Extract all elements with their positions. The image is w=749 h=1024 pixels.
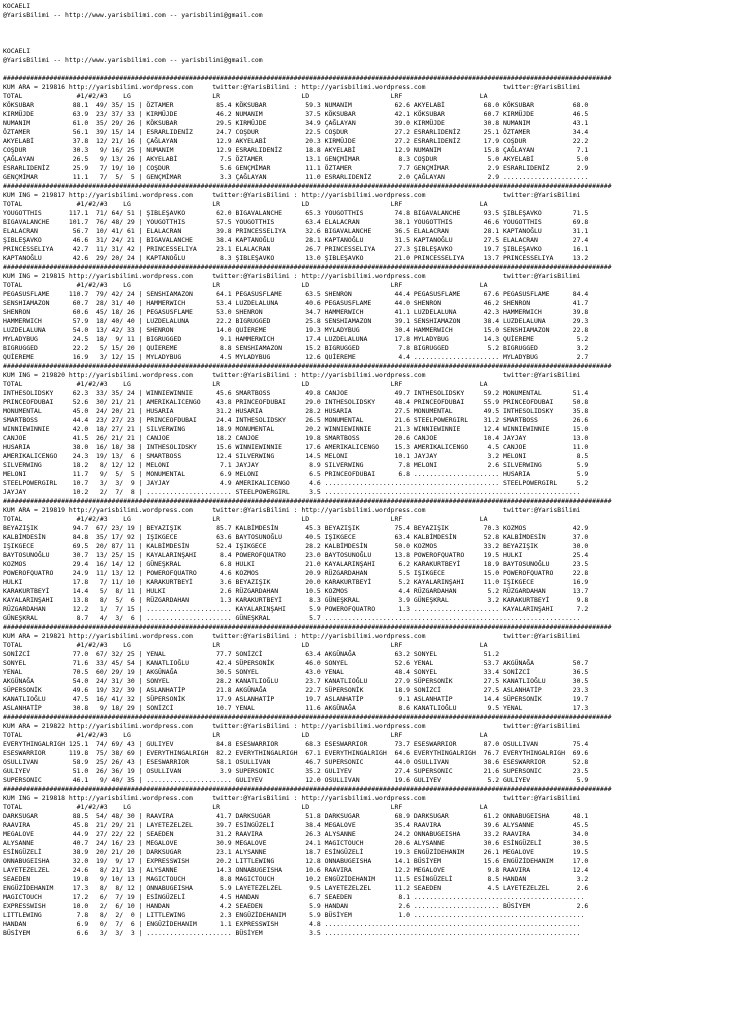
horse-row: BÜSİYEM 6.6 3/ 3/ 3 | ...................... BÜSİYEM 3.5 .................................................................. xyxy=(3,929,581,937)
horse-row: WINNIEWINNIE 42.0 18/ 27/ 21 | SILVERWING 18.9 MONUMENTAL 20.2 WINNIEWINNIE 21.3 WINNIEWINNIE 12.4 WINNIEWINNIE 15.0 xyxy=(3,425,589,433)
blank-line xyxy=(3,29,746,38)
horse-row: STEELPOWERGIRL 10.7 3/ 3/ 9 | JAYJAY 4.9 AMERIKALICENGO 4.6 ............................................. STEELPOWERGIRL 5.2 xyxy=(3,479,589,487)
horse-row: BIGRUGGED 22.2 5/ 15/ 20 | QUİEREME 8.8 SENSHIAMAZON 15.2 BIGRUGGED 7.8 BIGRUGGED 5.2 BIGRUGGED 3.2 xyxy=(3,344,589,352)
horse-row: DARKSUGAR 88.5 54/ 48/ 30 | RAAVIRA 41.7 DARKSUGAR 51.8 DARKSUGAR 68.9 DARKSUGAR 61.2 ONNABUGEISHA 48.1 xyxy=(3,812,589,820)
horse-row: AMERIKALICENGO 24.3 19/ 13/ 6 | SMARTBOSS 12.4 SILVERWING 14.5 MELONI 10.1 JAYJAY 3.2 MELONI 8.5 xyxy=(3,452,589,460)
column-header-line: TOTAL #1/#2/#3 LG LR LD LRF LA xyxy=(3,380,488,388)
horse-row: COŞDUR 30.3 9/ 16/ 25 | NUMANIM 12.9 ESRARLIDENİZ 18.8 AKYELABİ 12.9 NUMANIM 15.8 ÇAĞLAYAN 7.1 xyxy=(3,146,589,154)
horse-row: INTHESOLIDSKY 62.3 33/ 35/ 24 | WINNIEWINNIE 45.6 SMARTBOSS 49.8 CANJOE 49.7 INTHESOLIDSKY 59.2 MONUMENTAL 51.4 xyxy=(3,389,589,397)
horse-row: ESESWARRIOR 119.8 75/ 38/ 69 | EVERYTHINGALRIGH 82.2 EVERYTHINGALRIGH 67.1 EVERYTHINGALRIGH 64.6 EVERYTHINGALRIGH 76.7 EVERYTHINGALRIGH 69.6 xyxy=(3,749,589,757)
horse-row: IŞIKGECE 69.5 20/ 87/ 11 | KALBİMDESİN 52.4 IŞIKGECE 28.2 KALBİMDESİN 50.0 KOZMOS 33.2 BEYAZIŞIK 30.0 xyxy=(3,542,589,550)
column-header-line: TOTAL #1/#2/#3 LG LR LD LRF LA xyxy=(3,92,488,100)
page-heading-line: @YarisBilimi -- http://www.yarisbilimi.com -- yarisbilimi@gmail.com xyxy=(3,11,263,19)
race-header-line: KUM ARA = 219822 http://yarisbilimi.wordpress.com twitter:@YarisBilimi : http://yarisbilimi.wordpress.com twitter:@YarisBilimi xyxy=(3,722,581,730)
column-header-line: TOTAL #1/#2/#3 LG LR LD LRF LA xyxy=(3,281,488,289)
horse-row: PEGASUSFLAME 110.7 79/ 42/ 24 | SENSHIAMAZON 64.1 PEGASUSFLAME 63.5 SHENRON 44.4 PEGASUSFLAME 67.6 PEGASUSFLAME 84.4 xyxy=(3,290,589,298)
horse-row: CANJOE 41.5 26/ 21/ 21 | CANJOE 18.2 CANJOE 19.8 SMARTBOSS 20.6 CANJOE 10.4 JAYJAY 13.0 xyxy=(3,434,589,442)
horse-row: QUİEREME 16.9 3/ 12/ 15 | MYLADYBUG 4.5 MYLADYBUG 12.6 QUİEREME 4.4 ...................... MYLADYBUG 2.7 xyxy=(3,353,589,361)
horse-row: SEAEDEN 19.8 9/ 10/ 13 | MAGICTOUCH 8.8 MAGICTOUCH 10.2 ENGÜZİDEHANIM 11.5 ESİNGÜZELİ 8.5 HANDAN 3.2 xyxy=(3,875,589,883)
horse-row: SONİZCİ 77.0 67/ 32/ 25 | YENAL 77.7 SONİZCİ 63.4 AKGÜNAĞA 63.2 SONYEL 51.2 xyxy=(3,650,500,658)
horse-row: MAGICTOUCH 17.2 6/ 7/ 19 | ESİNGÜZELİ 4.5 HANDAN 6.7 SEAEDEN 8.1 ............................................ xyxy=(3,893,585,901)
horse-row: HAMMERWICH 57.9 18/ 40/ 40 | LUZDELALUNA 22.2 BIGRUGGED 25.8 SENSHIAMAZON 39.1 SENSHIAMAZON 38.4 LUZDELALUNA 29.3 xyxy=(3,317,589,325)
horse-row: PRINCEOFDUBAI 52.6 30/ 21/ 21 | AMERIKALICENGO 43.8 PRINCEOFDUBAI 29.0 INTHESOLIDSKY 48.4 PRINCEOFDUBAI 55.9 PRINCEOFDUBAI 50.8 xyxy=(3,398,589,406)
horse-row: HANDAN 6.9 0/ 7/ 6 | ENGÜZİDEHANIM 1.1 EXPRESSWISH 4.8 .................................................................. xyxy=(3,920,581,928)
horse-row: LAYETEZELZEL 24.6 8/ 21/ 13 | ALYSANNE 14.3 ONNABUGEISHA 10.6 RAAVIRA 12.2 MEGALOVE 9.8 RAAVIRA 12.4 xyxy=(3,866,589,874)
section-separator: ############################################################################################################################################################# xyxy=(3,263,612,271)
horse-row: KARAKURTBEYİ 14.4 5/ 8/ 11 | HULKI 2.6 RÜZGARDAHAN 10.5 KOZMOS 4.4 RÜZGARDAHAN 5.2 RÜZGARDAHAN 13.7 xyxy=(3,587,589,595)
horse-row: KALBİMDESİN 84.8 35/ 17/ 92 | IŞIKGECE 63.6 BAYTOSUNOĞLU 40.5 IŞIKGECE 63.4 KALBİMDESİN 52.8 KALBİMDESİN 37.0 xyxy=(3,533,589,541)
horse-row: SUPERSONIC 46.1 9/ 40/ 35 | ...................... GULIYEV 12.0 OSULLIVAN 19.6 GULIYEV 5.2 GULIYEV 5.9 xyxy=(3,776,589,784)
horse-row: ŞIBLEŞAVKO 46.6 31/ 24/ 21 | BIGAVALANCHE 38.4 KAPTANOĞLU 28.1 KAPTANOĞLU 31.5 KAPTANOĞLU 27.5 ELALACRAN 27.4 xyxy=(3,236,589,244)
horse-row: LUZDELALUNA 54.0 13/ 42/ 33 | SHENRON 14.0 QUİEREME 19.3 MYLADYBUG 30.4 HAMMERWICH 15.0 SENSHIAMAZON 22.8 xyxy=(3,326,589,334)
horse-row: ASLANHATİP 30.8 9/ 18/ 29 | SONİZCİ 10.7 YENAL 11.6 AKGÜNAĞA 8.6 KANATLIOĞLU 9.5 YENAL 17.3 xyxy=(3,704,589,712)
horse-row: JAYJAY 10.2 2/ 7/ 8 | ...................... STEELPOWERGIRL 3.5 .................................................................. xyxy=(3,488,581,496)
race-header-line: KUM ARA = 219821 http://yarisbilimi.wordpress.com twitter:@YarisBilimi : http://yarisbilimi.wordpress.com twitter:@YarisBilimi xyxy=(3,632,581,640)
horse-row: AKYELABİ 37.8 12/ 21/ 16 | ÇAĞLAYAN 12.9 AKYELABİ 20.3 KIRMÜJDE 27.2 ESRARLIDENİZ 17.9 COŞDUR 22.2 xyxy=(3,137,589,145)
section-separator: ############################################################################################################################################################# xyxy=(3,362,612,370)
section-separator: ############################################################################################################################################################# xyxy=(3,74,612,82)
section-separator: ############################################################################################################################################################# xyxy=(3,182,612,190)
section-separator: ############################################################################################################################################################# xyxy=(3,623,612,631)
column-header-line: TOTAL #1/#2/#3 LG LR LD LRF LA xyxy=(3,731,488,739)
section-separator: ############################################################################################################################################################# xyxy=(3,497,612,505)
column-header-line: TOTAL #1/#2/#3 LG LR LD LRF LA xyxy=(3,200,488,208)
race-header-line: KUM ING = 219817 http://yarisbilimi.wordpress.com twitter:@YarisBilimi : http://yarisbilimi.wordpress.com twitter:@YarisBilimi xyxy=(3,191,581,199)
column-header-line: TOTAL #1/#2/#3 LG LR LD LRF LA xyxy=(3,515,488,523)
horse-row: KAYALARINŞAHI 13.8 8/ 5/ 6 | RÜZGARDAHAN 1.3 KARAKURTBEYİ 8.3 GÜNEŞKRAL 3.9 GÜNEŞKRAL 3.2 KARAKURTBEYİ 9.8 xyxy=(3,596,589,604)
horse-row: SENSHIAMAZON 60.7 28/ 31/ 40 | HAMMERWICH 53.4 LUZDELALUNA 40.6 PEGASUSFLAME 44.0 SHENRON 46.2 SHENRON 41.7 xyxy=(3,299,589,307)
horse-row: MELONI 11.7 9/ 5/ 5 | MONUMENTAL 6.9 MELONI 6.5 PRINCEOFDUBAI 6.8 ...................... HUSARIA 5.9 xyxy=(3,470,589,478)
horse-row: SILVERWING 18.2 8/ 12/ 12 | MELONI 7.1 JAYJAY 8.9 SILVERWING 7.8 MELONI 2.6 SILVERWING 5.9 xyxy=(3,461,589,469)
horse-row: MYLADYBUG 24.5 18/ 9/ 11 | BIGRUGGED 9.1 HAMMERWICH 17.4 LUZDELALUNA 17.8 MYLADYBUG 14.3 QUİEREME 5.2 xyxy=(3,335,589,343)
horse-row: RÜZGARDAHAN 12.2 1/ 7/ 15 | ...................... KAYALARINŞAHI 5.9 POWEROFQUATRO 1.3 ...................... KAYALARINŞAHI 7.2 xyxy=(3,605,589,613)
horse-row: GENÇMİMAR 11.1 7/ 5/ 5 | GENÇMİMAR 3.3 ÇAĞLAYAN 11.0 ESRARLIDENİZ 2.0 ÇAĞLAYAN 2.9 ...................... xyxy=(3,173,589,181)
column-header-line: TOTAL #1/#2/#3 LG LR LD LRF LA xyxy=(3,641,488,649)
horse-row: SMARTBOSS 44.4 23/ 27/ 23 | PRINCEOFDUBAI 24.4 INTHESOLIDSKY 26.5 MONUMENTAL 21.6 STEELPOWERGIRL 31.2 SMARTBOSS 26.6 xyxy=(3,416,589,424)
horse-row: KIRMÜJDE 63.9 23/ 37/ 33 | KIRMÜJDE 46.2 NUMANIM 37.5 KÖKSUBAR 42.1 KÖKSUBAR 60.7 KIRMÜJDE 46.5 xyxy=(3,110,589,118)
race-header-line: KUM ARA = 219819 http://yarisbilimi.wordpress.com twitter:@YarisBilimi : http://yarisbilimi.wordpress.com twitter:@YarisBilimi xyxy=(3,506,581,514)
horse-row: PRINCESSELIYA 42.7 11/ 31/ 42 | PRINCESSELIYA 23.1 ELALACRAN 26.7 PRINCESSELIYA 27.3 ŞIBLEŞAVKO 19.7 ŞIBLEŞAVKO 16.1 xyxy=(3,245,589,253)
horse-row: EVERYTHINGALRIGH 125.1 74/ 69/ 43 | GULIYEV 84.8 ESESWARRIOR 68.3 ESESWARRIOR 73.7 ESESWARRIOR 87.0 OSULLIVAN 75.4 xyxy=(3,740,589,748)
horse-row: ENGÜZİDEHANIM 17.3 8/ 8/ 12 | ONNABUGEISHA 5.9 LAYETEZELZEL 9.5 LAYETEZELZEL 11.2 SEAEDEN 4.5 LAYETEZELZEL 2.6 xyxy=(3,884,589,892)
section-separator: ############################################################################################################################################################# xyxy=(3,785,612,793)
horse-row: OSULLIVAN 58.9 25/ 26/ 43 | ESESWARRIOR 58.1 OSULLIVAN 46.7 SUPERSONIC 44.0 OSULLIVAN 38.6 ESESWARRIOR 52.8 xyxy=(3,758,589,766)
blank-line xyxy=(3,20,746,29)
horse-row: SHENRON 60.6 45/ 18/ 26 | PEGASUSFLAME 53.0 SHENRON 34.7 HAMMERWICH 41.1 LUZDELALUNA 42.3 HAMMERWICH 39.8 xyxy=(3,308,589,316)
race-header-line: KUM ARA = 219816 http://yarisbilimi.wordpress.com twitter:@YarisBilimi : http://yarisbilimi.wordpress.com twitter:@YarisBilimi xyxy=(3,83,581,91)
horse-row: HUSARIA 38.0 16/ 18/ 38 | INTHESOLIDSKY 15.6 WINNIEWINNIE 17.6 AMERIKALICENGO 15.3 AMERIKALICENGO 4.5 CANJOE 11.0 xyxy=(3,443,589,451)
horse-row: POWEROFQUATRO 24.9 11/ 13/ 12 | POWEROFQUATRO 4.6 KOZMOS 20.9 RÜZGARDAHAN 5.5 IŞIKGECE 15.0 POWEROFQUATRO 22.8 xyxy=(3,569,589,577)
page-heading-line: KOCAELI xyxy=(3,2,31,10)
horse-row: RAAVIRA 45.8 21/ 29/ 21 | LAYETEZELZEL 39.7 ESİNGÜZELİ 38.4 MEGALOVE 35.4 RAAVIRA 39.6 ALYSANNE 45.5 xyxy=(3,821,589,829)
horse-row: YOUGOTTHIS 117.1 71/ 64/ 51 | ŞIBLEŞAVKO 62.0 BIGAVALANCHE 65.3 YOUGOTTHIS 74.8 BIGAVALANCHE 93.5 ŞIBLEŞAVKO 71.5 xyxy=(3,209,589,217)
horse-row: GULIYEV 51.0 26/ 36/ 19 | OSULLIVAN 3.9 SUPERSONIC 35.2 GULIYEV 27.4 SUPERSONIC 21.6 SUPERSONIC 23.5 xyxy=(3,767,589,775)
blank-line xyxy=(3,65,746,74)
horse-row: SÜPERSONİK 49.6 19/ 32/ 39 | ASLANHATİP 21.8 AKGÜNAĞA 22.7 SÜPERSONİK 18.9 SONİZCİ 27.5 ASLANHATİP 23.3 xyxy=(3,686,589,694)
race-header-line: KUM ING = 219820 http://yarisbilimi.wordpress.com twitter:@YarisBilimi : http://yarisbilimi.wordpress.com twitter:@YarisBilimi xyxy=(3,371,581,379)
horse-row: YENAL 70.5 60/ 29/ 19 | AKGÜNAĞA 30.5 SONYEL 43.0 YENAL 48.4 SONYEL 33.4 SONİZCİ 36.5 xyxy=(3,668,589,676)
horse-row: ALYSANNE 40.7 24/ 16/ 23 | MEGALOVE 30.9 MEGALOVE 24.1 MAGICTOUCH 20.6 ALYSANNE 30.6 ESİNGÜZELİ 30.5 xyxy=(3,839,589,847)
blank-line xyxy=(3,38,746,47)
horse-row: GÜNEŞKRAL 8.7 4/ 3/ 6 | ...................... GÜNEŞKRAL 5.7 .................................................................. xyxy=(3,614,581,622)
column-header-line: TOTAL #1/#2/#3 LG LR LD LRF LA xyxy=(3,803,488,811)
horse-row: BEYAZIŞIK 94.7 67/ 23/ 19 | BEYAZIŞIK 85.7 KALBİMDESİN 45.3 BEYAZIŞIK 75.4 BEYAZIŞIK 70.3 KOZMOS 42.9 xyxy=(3,524,589,532)
horse-row: AKGÜNAĞA 54.0 24/ 31/ 30 | SONYEL 28.2 KANATLIOĞLU 23.7 KANATLIOĞLU 27.9 SÜPERSONİK 27.5 KANATLIOĞLU 30.5 xyxy=(3,677,589,685)
horse-row: KÖKSUBAR 88.1 49/ 35/ 15 | ÖZTAMER 85.4 KÖKSUBAR 59.3 NUMANIM 62.6 AKYELABİ 68.0 KÖKSUBAR 68.0 xyxy=(3,101,589,109)
horse-row: ESİNGÜZELİ 38.9 20/ 21/ 20 | DARKSUGAR 23.1 ALYSANNE 18.7 ESİNGÜZELİ 19.3 ENGÜZİDEHANIM 26.1 MEGALOVE 19.5 xyxy=(3,848,589,856)
race-header-line: KUM ING = 219818 http://yarisbilimi.wordpress.com twitter:@YarisBilimi : http://yarisbilimi.wordpress.com twitter:@YarisBilimi xyxy=(3,794,581,802)
horse-row: ELALACRAN 56.7 10/ 41/ 61 | ELALACRAN 39.8 PRINCESSELIYA 32.6 BIGAVALANCHE 36.5 ELALACRAN 28.1 KAPTANOĞLU 31.1 xyxy=(3,227,589,235)
horse-row: NUMANIM 61.0 35/ 29/ 26 | KÖKSUBAR 29.5 KIRMÜJDE 34.9 ÇAĞLAYAN 39.0 KIRMÜJDE 30.8 NUMANIM 43.1 xyxy=(3,119,589,127)
horse-row: MONUMENTAL 45.0 24/ 20/ 21 | HUSARIA 31.2 HUSARIA 28.2 HUSARIA 27.5 MONUMENTAL 49.5 INTHESOLIDSKY 35.8 xyxy=(3,407,589,415)
page-heading-line: @YarisBilimi -- http://www.yarisbilimi.com -- yarisbilimi@gmail.com xyxy=(3,56,263,64)
page-heading-line: KOCAELI xyxy=(3,47,31,55)
horse-row: BAYTOSUNOĞLU 30.7 13/ 25/ 15 | KAYALARINŞAHI 8.4 POWEROFQUATRO 23.0 BAYTOSUNOĞLU 13.8 POWEROFQUATRO 19.5 HULKI 25.4 xyxy=(3,551,589,559)
horse-row: ESRARLIDENİZ 25.9 7/ 19/ 10 | COŞDUR 5.6 GENÇMİMAR 11.1 ÖZTAMER 7.7 GENÇMİMAR 2.9 ESRARLIDENİZ 2.9 xyxy=(3,164,589,172)
horse-row: LITTLEWING 7.8 8/ 2/ 0 | LITTLEWING 2.3 ENGÜZİDEHANIM 5.9 BÜSİYEM 1.0 ............................................ xyxy=(3,911,585,919)
horse-row: ÖZTAMER 56.1 39/ 15/ 14 | ESRARLIDENİZ 24.7 COŞDUR 22.5 COŞDUR 27.2 ESRARLIDENİZ 25.1 ÖZTAMER 34.4 xyxy=(3,128,589,136)
horse-row: KANATLIOĞLU 47.5 16/ 41/ 32 | SÜPERSONİK 17.9 ASLANHATİP 19.7 ASLANHATİP 9.1 ASLANHATİP 14.4 SÜPERSONİK 19.7 xyxy=(3,695,589,703)
horse-row: MEGALOVE 44.9 27/ 22/ 22 | SEAEDEN 31.2 RAAVIRA 26.3 ALYSANNE 24.2 ONNABUGEISHA 33.2 RAAVIRA 34.0 xyxy=(3,830,589,838)
horse-row: KAPTANOĞLU 42.6 29/ 20/ 24 | KAPTANOĞLU 8.3 ŞIBLEŞAVKO 13.0 ŞIBLEŞAVKO 21.0 PRINCESSELIYA 13.7 PRINCESSELIYA 13.2 xyxy=(3,254,589,262)
horse-row: ONNABUGEISHA 32.0 19/ 9/ 17 | EXPRESSWISH 20.2 LITTLEWING 12.8 ONNABUGEISHA 14.1 BÜSİYEM 15.6 ENGÜZİDEHANIM 17.0 xyxy=(3,857,589,865)
horse-row: SONYEL 71.6 33/ 45/ 54 | KANATLIOĞLU 42.4 SÜPERSONİK 46.0 SONYEL 52.6 YENAL 53.7 AKGÜNAĞA 50.7 xyxy=(3,659,589,667)
horse-row: KOZMOS 29.4 16/ 14/ 12 | GÜNEŞKRAL 6.8 HULKI 21.0 KAYALARINŞAHI 6.2 KARAKURTBEYİ 18.9 BAYTOSUNOĞLU 23.5 xyxy=(3,560,589,568)
race-header-line: KUM ING = 219815 http://yarisbilimi.wordpress.com twitter:@YarisBilimi : http://yarisbilimi.wordpress.com twitter:@YarisBilimi xyxy=(3,272,581,280)
horse-row: HULKI 17.8 7/ 11/ 10 | KARAKURTBEYİ 3.6 BEYAZIŞIK 20.0 KARAKURTBEYİ 5.2 KAYALARINŞAHI 11.0 IŞIKGECE 16.9 xyxy=(3,578,589,586)
horse-row: BIGAVALANCHE 101.7 76/ 48/ 29 | YOUGOTTHIS 57.5 YOUGOTTHIS 63.4 ELALACRAN 38.1 YOUGOTTHIS 46.6 YOUGOTTHIS 69.8 xyxy=(3,218,589,226)
horse-row: EXPRESSWISH 10.0 2/ 6/ 10 | HANDAN 4.2 SEAEDEN 5.9 HANDAN 2.6 ...................... BÜSİYEM 2.6 xyxy=(3,902,589,910)
horse-row: ÇAĞLAYAN 26.5 9/ 13/ 26 | AKYELABİ 7.5 ÖZTAMER 13.1 GENÇMİMAR 8.3 COŞDUR 5.0 AKYELABİ 5.0 xyxy=(3,155,589,163)
section-separator: ############################################################################################################################################################# xyxy=(3,713,612,721)
